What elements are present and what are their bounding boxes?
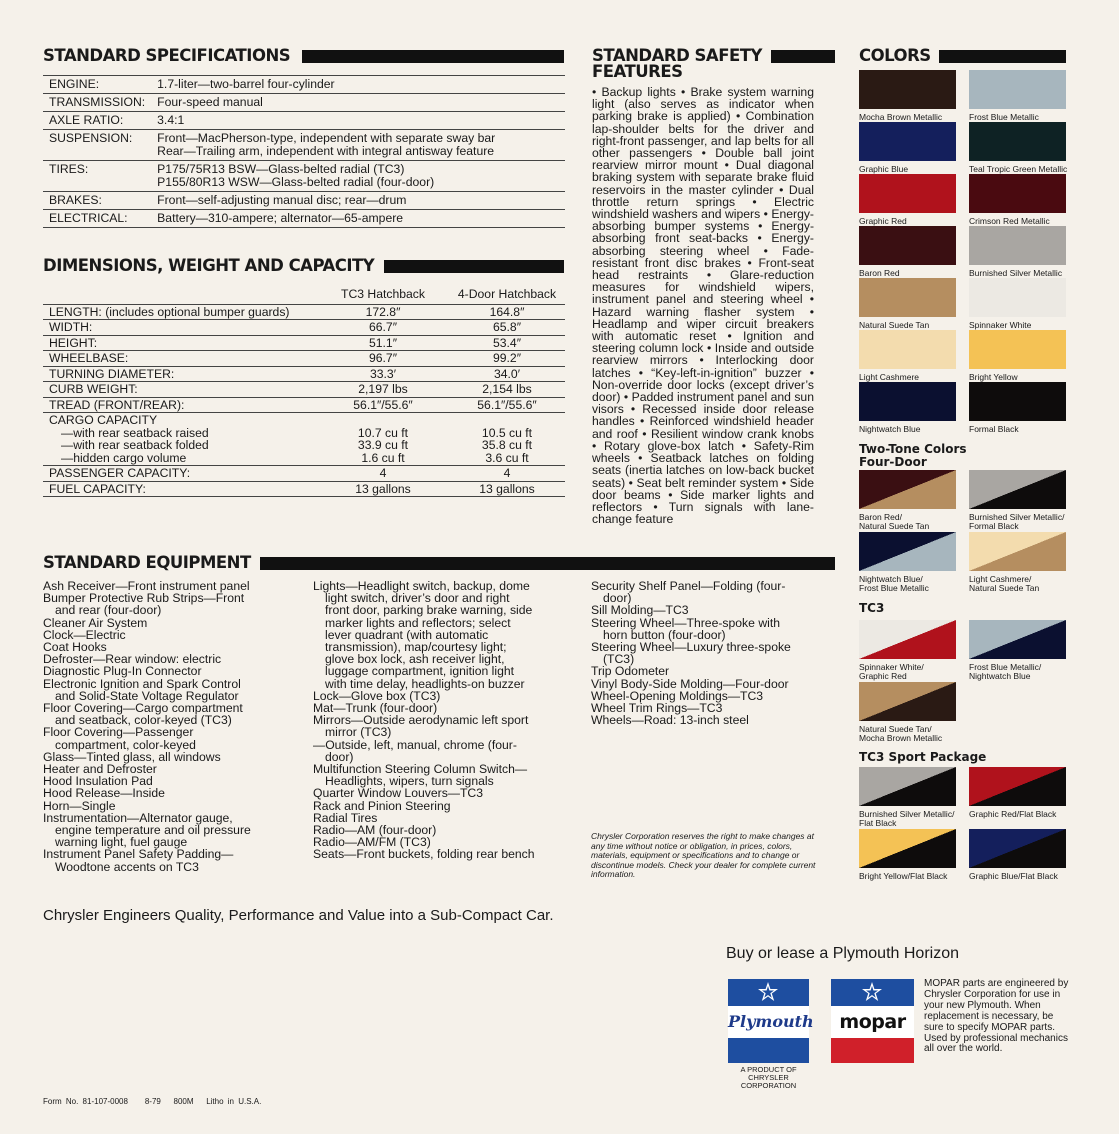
dimensions-label: TURNING DIAMETER: xyxy=(43,366,317,382)
specs-row xyxy=(43,112,565,130)
dimensions-tc3-value: 51.1″ xyxy=(317,335,449,351)
mopar-logo-bottom xyxy=(831,1038,914,1063)
equipment-item: Diagnostic Plug-In Connector xyxy=(43,664,202,679)
dimensions-row xyxy=(43,351,565,367)
dimensions-row xyxy=(43,320,565,336)
equipment-title: STANDARD EQUIPMENT xyxy=(43,553,251,572)
equipment-item: Heater and Defroster xyxy=(43,762,157,777)
equipment-item: Instrumentation—Alternator gauge, engine temperature and oil pressure warning light, fuel gauge xyxy=(43,810,251,850)
equipment-item: Rack and Pinion Steering xyxy=(313,798,451,813)
equipment-item: Radio—AM (four-door) xyxy=(313,823,437,838)
equipment-column-3 xyxy=(591,580,801,726)
color-name: Nightwatch Blue/ Frost Blue Metallic xyxy=(859,574,929,593)
plymouth-logo-top xyxy=(728,979,809,1006)
equipment-item: Radio—AM/FM (TC3) xyxy=(313,835,431,850)
dimensions-row xyxy=(43,366,565,382)
equipment-item: Wheels—Road: 13-inch steel xyxy=(591,713,749,728)
dimensions-tc3-value: 2,197 lbs xyxy=(317,382,449,398)
dimensions-label: WHEELBASE: xyxy=(43,351,317,367)
color-name: Teal Tropic Green Metallic xyxy=(969,164,1068,174)
equipment-item: Glass—Tinted glass, all windows xyxy=(43,749,221,764)
form-number: Form No. 81-107-0008 xyxy=(43,1097,128,1106)
equipment-item: Ash Receiver—Front instrument panel xyxy=(43,579,250,593)
specs-label: SUSPENSION: xyxy=(43,130,151,161)
color-name: Nightwatch Blue xyxy=(859,424,921,434)
color-swatch xyxy=(969,470,1066,509)
specs-label: AXLE RATIO: xyxy=(43,112,151,130)
dimensions-label: LENGTH: (includes optional bumper guards) xyxy=(43,304,317,320)
dimensions-row xyxy=(43,397,565,413)
equipment-item: Multifunction Steering Column Switch—Headlights, wipers, turn signals xyxy=(313,762,528,789)
specs-value: Four-speed manual xyxy=(151,94,565,112)
litho-note: Litho in U.S.A. xyxy=(206,1097,262,1106)
safety-title-line2: FEATURES xyxy=(592,62,683,81)
cargo-tc3-cell xyxy=(317,413,449,466)
dimensions-tc3-value: 4 xyxy=(317,466,449,482)
specs-row xyxy=(43,210,565,228)
dimensions-cargo-row xyxy=(43,413,565,466)
cargo-tc3-value: 10.7 cu ft xyxy=(357,425,409,440)
equipment-item: Cleaner Air System xyxy=(43,615,148,630)
cargo-tc3-value: 33.9 cu ft xyxy=(357,438,409,452)
color-swatch xyxy=(859,382,956,421)
equipment-item: Instrument Panel Safety Padding—Woodtone accents on TC3 xyxy=(43,847,234,874)
twotone-title xyxy=(859,443,967,469)
dimensions-tc3-value: 33.3′ xyxy=(317,366,449,382)
color-swatch xyxy=(969,829,1066,868)
color-swatch xyxy=(859,330,956,369)
specs-table xyxy=(43,75,565,228)
specs-row xyxy=(43,130,565,161)
dimensions-4door-value: 13 gallons xyxy=(449,481,565,497)
color-name: Bright Yellow/Flat Black xyxy=(859,871,948,881)
equipment-column-1 xyxy=(43,580,261,873)
cargo-4door-value: 10.5 cu ft xyxy=(481,425,533,440)
color-name: Frost Blue Metallic xyxy=(969,112,1039,122)
equipment-item: Steering Wheel—Three-spoke with horn button (four-door) xyxy=(591,615,780,642)
dimensions-4door-value: 65.8″ xyxy=(449,320,565,336)
color-name: Graphic Red xyxy=(859,216,907,226)
dimensions-tc3-value: 13 gallons xyxy=(317,481,449,497)
dimensions-tc3-value: 66.7″ xyxy=(317,320,449,336)
pentastar-icon xyxy=(861,981,883,1003)
specs-row xyxy=(43,161,565,192)
color-swatch xyxy=(859,470,956,509)
cargo-spacer xyxy=(455,414,559,427)
mopar-logo-top xyxy=(831,979,914,1006)
cargo-spacer xyxy=(323,414,443,427)
color-swatch xyxy=(859,122,956,161)
dimensions-label: FUEL CAPACITY: xyxy=(43,481,317,497)
equipment-item: Bumper Protective Rub Strips—Front and rear (four-door) xyxy=(43,591,245,618)
dimensions-label: HEIGHT: xyxy=(43,335,317,351)
color-name: Light Cashmere xyxy=(859,372,920,382)
color-name: Baron Red/ Natural Suede Tan xyxy=(859,512,930,531)
specs-row xyxy=(43,192,565,210)
specs-value: P175/75R13 BSW—Glass-belted radial (TC3) P155/80R13 WSW—Glass-belted radial (four-door) xyxy=(151,161,565,192)
color-swatch xyxy=(969,70,1066,109)
colors-title: COLORS xyxy=(859,46,931,65)
mopar-text: MOPAR parts are engineered by Chrysler Corporation for use in your new Plymouth. When replacement is necessary, be sure to specify MOPAR parts. Used by professional mechanics all over the world. xyxy=(924,978,1069,1055)
equipment-item: Lights—Headlight switch, backup, dome light switch, driver’s door and right front door, parking brake warning, side marker lights and reflectors; select lever quadrant (with automatic transmission), map/courtesy light; glove box lock, ash receiver light, luggage compartment, ignition light with time delay, headlights-on buzzer xyxy=(313,579,533,691)
print-date: 8-79 xyxy=(144,1097,161,1106)
equipment-item: Hood Insulation Pad xyxy=(43,774,153,789)
dimensions-row xyxy=(43,382,565,398)
cargo-4door-value: 3.6 cu ft xyxy=(485,450,529,465)
pentastar-icon xyxy=(757,981,779,1003)
sport-title: TC3 Sport Package xyxy=(859,750,987,764)
dimensions-4door-value: 2,154 lbs xyxy=(449,382,565,398)
dimensions-label: TREAD (FRONT/REAR): xyxy=(43,397,317,413)
color-swatch xyxy=(969,174,1066,213)
color-name: Graphic Red/Flat Black xyxy=(969,809,1057,819)
dimensions-label: PASSENGER CAPACITY: xyxy=(43,466,317,482)
color-name: Formal Black xyxy=(969,424,1019,434)
dimensions-table xyxy=(43,287,565,497)
dimensions-row xyxy=(43,335,565,351)
color-name: Spinnaker White xyxy=(969,320,1032,330)
dimensions-4door-value: 56.1″/55.6″ xyxy=(449,397,565,413)
color-swatch xyxy=(859,767,956,806)
product-of-text: A PRODUCT OF CHRYSLER CORPORATION xyxy=(740,1065,797,1090)
equipment-item: Security Shelf Panel—Folding (four-door) xyxy=(591,579,786,606)
specs-value: Battery—310-ampere; alternator—65-ampere xyxy=(151,210,565,228)
equipment-item: Vinyl Body-Side Molding—Four-door xyxy=(591,676,789,691)
color-swatch xyxy=(969,532,1066,571)
color-swatch xyxy=(859,226,956,265)
equipment-item: Floor Covering—Cargo compartment and seatback, color-keyed (TC3) xyxy=(43,701,243,728)
dimensions-title: DIMENSIONS, WEIGHT AND CAPACITY xyxy=(43,256,375,275)
equipment-item: Clock—Electric xyxy=(43,627,126,642)
color-name: Burnished Silver Metallic/ Flat Black xyxy=(859,809,955,828)
color-swatch xyxy=(969,767,1066,806)
equipment-item: Wheel-Opening Moldings—TC3 xyxy=(591,688,764,703)
dimensions-tc3-value: 96.7″ xyxy=(317,351,449,367)
color-name: Spinnaker White/ Graphic Red xyxy=(859,662,924,681)
equipment-item: Steering Wheel—Luxury three-spoke (TC3) xyxy=(591,640,791,667)
equipment-item: —Outside, left, manual, chrome (four-door) xyxy=(313,737,517,764)
specs-label: ENGINE: xyxy=(43,76,151,94)
color-name: Baron Red xyxy=(859,268,900,278)
footer xyxy=(43,1097,261,1106)
color-name: Natural Suede Tan/ Mocha Brown Metallic xyxy=(859,724,943,743)
cargo-sublabel: —hidden cargo volume xyxy=(61,450,187,465)
plymouth-logo-wordmark: Plymouth xyxy=(728,1006,809,1038)
safety-title xyxy=(592,48,762,80)
equipment-item: Trip Odometer xyxy=(591,664,670,679)
equipment-column-2 xyxy=(313,580,535,861)
dimensions-4door-value: 164.8″ xyxy=(449,304,565,320)
equipment-item: Electronic Ignition and Spark Control and Solid-State Voltage Regulator xyxy=(43,676,241,703)
dimensions-row xyxy=(43,466,565,482)
cargo-4door-cell xyxy=(449,413,565,466)
safety-title-bar xyxy=(771,50,835,63)
color-name: Crimson Red Metallic xyxy=(969,216,1050,226)
equipment-item: Defroster—Rear window: electric xyxy=(43,652,222,667)
specs-label: ELECTRICAL: xyxy=(43,210,151,228)
mopar-logo-wordmark: mopar xyxy=(831,1006,914,1038)
specs-label: TIRES: xyxy=(43,161,151,192)
colors-title-bar xyxy=(939,50,1066,63)
disclaimer: Chrysler Corporation reserves the right to make changes at any time without notice or obligation, in prices, colors, materials, equipment or specifications and to change or discontinue models. Check your dealer for complete current information. xyxy=(591,831,816,879)
dimensions-col-tc3: TC3 Hatchback xyxy=(341,287,425,301)
tc3-title: TC3 xyxy=(859,601,885,615)
equipment-item: Quarter Window Louvers—TC3 xyxy=(313,786,484,801)
equipment-item: Mat—Trunk (four-door) xyxy=(313,701,438,716)
specs-title-bar xyxy=(302,50,564,63)
specs-row xyxy=(43,76,565,94)
dimensions-label: CURB WEIGHT: xyxy=(43,382,317,398)
dimensions-title-bar xyxy=(384,260,564,273)
cargo-4door-value: 35.8 cu ft xyxy=(481,438,533,452)
color-swatch xyxy=(969,226,1066,265)
color-name: Mocha Brown Metallic xyxy=(859,112,943,122)
specs-value: 1.7-liter—two-barrel four-cylinder xyxy=(151,76,565,94)
twotone-title-line1: Two-Tone Colors xyxy=(859,442,967,456)
dimensions-col-4door: 4-Door Hatchback xyxy=(457,287,557,301)
buy-lease-text: Buy or lease a Plymouth Horizon xyxy=(726,945,959,962)
dimensions-row xyxy=(43,304,565,320)
dimensions-tc3-value: 172.8″ xyxy=(317,304,449,320)
specs-value: Front—MacPherson-type, independent with separate sway bar Rear—Trailing arm, independent with integral antisway feature xyxy=(151,130,565,161)
color-name: Bright Yellow xyxy=(969,372,1018,382)
color-swatch xyxy=(969,330,1066,369)
dimensions-4door-value: 34.0′ xyxy=(449,366,565,382)
tagline: Chrysler Engineers Quality, Performance and Value into a Sub-Compact Car. xyxy=(43,907,554,924)
specs-title: STANDARD SPECIFICATIONS xyxy=(43,46,291,65)
color-name: Frost Blue Metallic/ Nightwatch Blue xyxy=(969,662,1042,681)
equipment-item: Radial Tires xyxy=(313,810,378,825)
dimensions-4door-value: 99.2″ xyxy=(449,351,565,367)
cargo-sublabel: —with rear seatback folded xyxy=(61,438,209,452)
cargo-label-cell xyxy=(43,413,317,466)
cargo-label: CARGO CAPACITY xyxy=(49,413,158,427)
equipment-item: Sill Molding—TC3 xyxy=(591,603,689,618)
dimensions-4door-value: 53.4″ xyxy=(449,335,565,351)
color-swatch xyxy=(859,278,956,317)
specs-label: TRANSMISSION: xyxy=(43,94,151,112)
color-swatch xyxy=(969,620,1066,659)
print-quantity: 800M xyxy=(173,1097,194,1106)
color-name: Burnished Silver Metallic xyxy=(969,268,1063,278)
equipment-item: Seats—Front buckets, folding rear bench xyxy=(313,847,535,862)
safety-title-line1: STANDARD SAFETY xyxy=(592,46,762,65)
color-swatch xyxy=(969,382,1066,421)
color-swatch xyxy=(859,532,956,571)
color-name: Natural Suede Tan xyxy=(859,320,930,330)
equipment-item: Wheel Trim Rings—TC3 xyxy=(591,701,723,716)
specs-row xyxy=(43,94,565,112)
safety-list: • Backup lights • Brake system warning light (also serves as indicator when parking brake is applied) • Combination lap-shoulder belts for the driver and right-front passenger, and lap belts for all other passengers • Double ball joint rearview mirror mount • Dual diagonal braking system with separate brake fluid reservoirs in the master cylinder • Dual throttle return springs • Electric windshield washers and wipers • Energy-absorbing bumper systems • Energy-absorbing front seat-backs • Energy-absorbing steering wheel • Fade-resistant front disc brakes • Front-seat head restraints • Glare-reduction measures for windshield wipers, instrument panel and steering wheel • Hazard warning flasher system • Headlamp and wiper circuit breakers with automatic reset • Ignition and steering column lock • Inside and outside rearview mirrors • Interlocking door latches • “Key-left-in-ignition” buzzer • Non-override door locks (except driver’s door) • Padded instrument panel and sun visors • Recessed inside door release handles • Reinforced windshield header and roof • Resilient window crank knobs • Rotary glove-box latch • Safety-Rim wheels • Seatback latches on folding seats (inertia latches on low-back bucket seats) • Seat belt reminder system • Side door beams • Side marker lights and reflectors • Turn signals with lane-change feature xyxy=(592,85,814,527)
cargo-tc3-value: 1.6 cu ft xyxy=(361,450,405,465)
specs-value: Front—self-adjusting manual disc; rear—drum xyxy=(151,192,565,210)
color-swatch xyxy=(859,70,956,109)
equipment-item: Horn—Single xyxy=(43,798,116,813)
color-swatch xyxy=(859,682,956,721)
cargo-sublabel: —with rear seatback raised xyxy=(61,425,209,440)
color-swatch xyxy=(859,829,956,868)
specs-value: 3.4:1 xyxy=(151,112,565,130)
equipment-item: Hood Release—Inside xyxy=(43,786,165,801)
dimensions-4door-value: 4 xyxy=(449,466,565,482)
dimensions-tc3-value: 56.1″/55.6″ xyxy=(317,397,449,413)
equipment-item: Coat Hooks xyxy=(43,640,107,655)
specs-label: BRAKES: xyxy=(43,192,151,210)
dimensions-row xyxy=(43,481,565,497)
plymouth-logo-bottom xyxy=(728,1038,809,1063)
color-swatch xyxy=(969,122,1066,161)
equipment-item: Lock—Glove box (TC3) xyxy=(313,688,441,703)
color-swatch xyxy=(859,620,956,659)
twotone-title-line2: Four-Door xyxy=(859,455,927,469)
color-name: Graphic Blue/Flat Black xyxy=(969,871,1058,881)
equipment-item: Mirrors—Outside aerodynamic left sport mirror (TC3) xyxy=(313,713,529,740)
color-swatch xyxy=(969,278,1066,317)
dimensions-label: WIDTH: xyxy=(43,320,317,336)
equipment-item: Floor Covering—Passenger compartment, color-keyed xyxy=(43,725,196,752)
color-name: Light Cashmere/ Natural Suede Tan xyxy=(969,574,1040,593)
equipment-title-bar xyxy=(260,557,835,570)
color-name: Graphic Blue xyxy=(859,164,909,174)
color-name: Burnished Silver Metallic/ Formal Black xyxy=(969,512,1065,531)
color-swatch xyxy=(859,174,956,213)
